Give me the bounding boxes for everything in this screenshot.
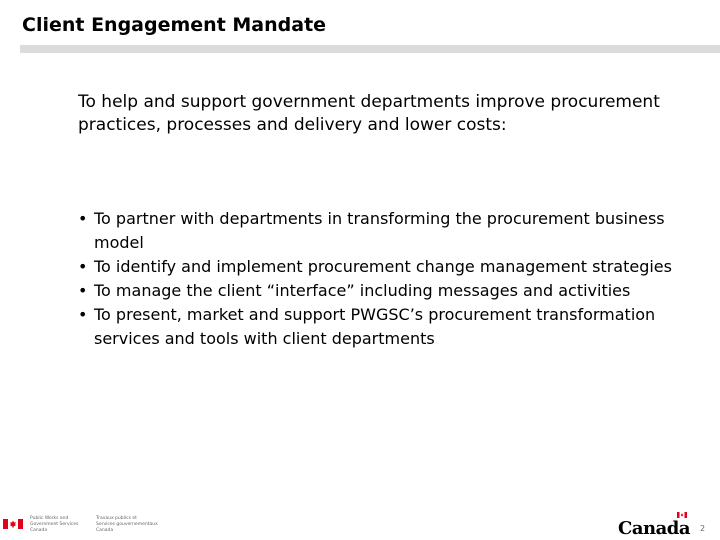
bullet-text: To present, market and support PWGSC’s procurement transformation services and tools with client departments <box>94 305 656 348</box>
bullet-item <box>78 279 688 303</box>
signature-line: Public Works and <box>30 516 69 521</box>
bullet-text: To partner with departments in transforming the procurement business model <box>94 209 665 252</box>
bullet-item <box>78 207 688 255</box>
slide-footer <box>0 500 720 540</box>
signature-line: Government Services <box>30 522 79 527</box>
canada-wordmark: Canada <box>618 518 690 539</box>
signature-line: Canada <box>96 528 114 533</box>
canada-flag-icon <box>677 512 687 518</box>
department-signature-english <box>30 516 78 534</box>
signature-line: Canada <box>30 528 48 533</box>
bullet-item <box>78 303 688 351</box>
bullet-icon: • <box>78 209 88 228</box>
bullet-text: To manage the client “interface” including messages and activities <box>94 281 631 300</box>
department-signature-french <box>96 516 158 534</box>
bullet-item <box>78 255 688 279</box>
signature-line: Travaux publics et <box>96 516 137 521</box>
bullet-icon: • <box>78 281 88 300</box>
intro-paragraph: To help and support government departments improve procurement practices, processes and delivery and lower costs: <box>78 92 660 135</box>
bullet-icon: • <box>78 257 88 276</box>
canada-flag-icon <box>3 519 23 529</box>
bullet-icon: • <box>78 305 88 324</box>
page-number: 2 <box>700 524 706 533</box>
slide-title: Client Engagement Mandate <box>22 14 327 36</box>
bullet-text: To identify and implement procurement change management strategies <box>94 257 672 276</box>
signature-line: Services gouvernementaux <box>96 522 158 527</box>
title-underline-bar <box>20 45 720 53</box>
bullet-list <box>78 207 688 351</box>
